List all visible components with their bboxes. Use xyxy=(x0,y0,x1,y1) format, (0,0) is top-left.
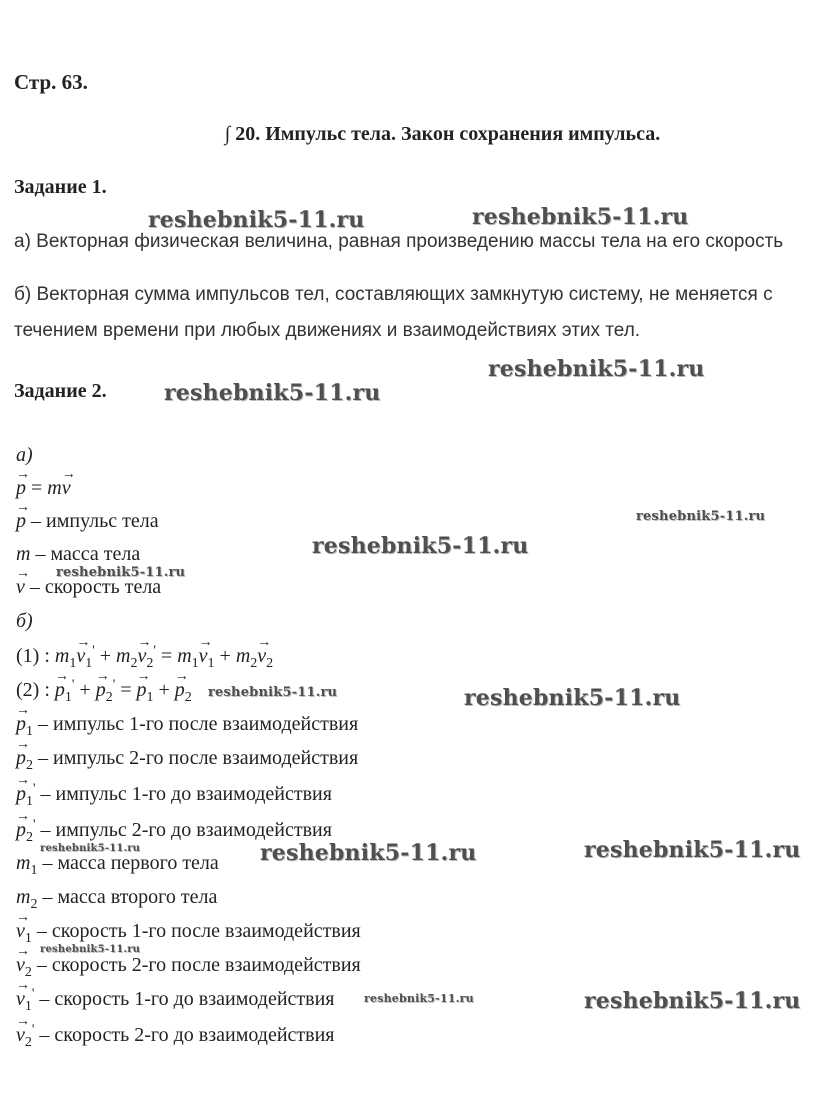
watermark: reshebnik5-11.ru xyxy=(364,992,474,1005)
def-v-text: – скорость тела xyxy=(29,576,162,598)
task1-heading: Задание 1. xyxy=(14,176,107,198)
def-m1-text: – масса первого тела xyxy=(42,852,219,874)
def-v1: → $v_1$ – скорость 1-го после взаимодействия xyxy=(16,920,361,943)
watermark: reshebnik5-11.ru xyxy=(636,509,766,524)
watermark: reshebnik5-11.ru xyxy=(260,840,477,866)
part-a-label: а) xyxy=(16,444,33,466)
def-p2-text: – импульс 2-го после взаимодействия xyxy=(38,747,359,769)
watermark: reshebnik5-11.ru xyxy=(584,837,801,863)
equation-2-label: (2) : xyxy=(16,679,50,701)
watermark: reshebnik5-11.ru xyxy=(40,843,141,854)
task1-answer-b-line2: течением времени при любых движениях и взаимодействиях этих тел. xyxy=(14,320,641,341)
def-m1: $m_1$ – масса первого тела xyxy=(16,852,219,878)
def-p1: → $p_1$ – импульс 1-го после взаимодействия xyxy=(16,713,358,736)
def-p1-prime-text: – импульс 1-го до взаимодействия xyxy=(40,783,332,805)
def-p2-prime-text: – импульс 2-го до взаимодействия xyxy=(40,819,332,841)
watermark: reshebnik5-11.ru xyxy=(488,356,705,382)
momentum-formula: → p = m→ v xyxy=(16,477,71,500)
def-v2-text: – скорость 2-го после взаимодействия xyxy=(36,954,361,976)
def-p1-text: – импульс 1-го после взаимодействия xyxy=(38,713,359,735)
section-title: ∫ 20. Импульс тела. Закон сохранения импульса. xyxy=(224,123,661,145)
equation-2: (2) : → $p_1'$ + → $p_2'$ = → $p_1$ + → $p_2$ xyxy=(16,679,192,702)
watermark: reshebnik5-11.ru xyxy=(312,533,529,559)
def-p: → p – импульс тела xyxy=(16,510,159,533)
def-v: → v – скорость тела xyxy=(16,576,161,599)
def-m: m – масса тела xyxy=(16,543,141,565)
task1-answer-a: а) Векторная физическая величина, равная произведению массы тела на его скорость xyxy=(14,231,784,252)
task2-heading: Задание 2. xyxy=(14,380,107,402)
watermark: reshebnik5-11.ru xyxy=(148,207,365,233)
def-v2: → $v_2$ – скорость 2-го после взаимодействия xyxy=(16,954,361,977)
def-p2: → $p_2$ – импульс 2-го после взаимодействия xyxy=(16,747,358,770)
page-number: Стр. 63. xyxy=(14,70,88,94)
def-v2-prime: → $v_2'$ – скорость 2-го до взаимодействия xyxy=(16,1024,335,1047)
def-m2: $m_2$ – масса второго тела xyxy=(16,886,218,912)
watermark: reshebnik5-11.ru xyxy=(56,565,186,580)
def-p-text: – импульс тела xyxy=(31,510,159,532)
watermark: reshebnik5-11.ru xyxy=(584,988,801,1014)
def-m-text: – масса тела xyxy=(35,543,141,565)
watermark: reshebnik5-11.ru xyxy=(164,380,381,406)
equation-1-label: (1) : xyxy=(16,645,50,667)
watermark: reshebnik5-11.ru xyxy=(472,204,689,230)
part-b-label: б) xyxy=(16,610,33,632)
def-p2-prime: → $p_2'$ – импульс 2-го до взаимодействия xyxy=(16,819,332,842)
watermark: reshebnik5-11.ru xyxy=(208,685,338,700)
def-v1-text: – скорость 1-го после взаимодействия xyxy=(36,920,361,942)
equation-1: (1) : $m_1\to v_1' + m_2\to v_2' = m_1\to v_1 + m_2\to v_2$ xyxy=(16,645,273,668)
watermark: reshebnik5-11.ru xyxy=(40,944,141,955)
def-m2-text: – масса второго тела xyxy=(42,886,218,908)
def-v1-prime-text: – скорость 1-го до взаимодействия xyxy=(39,988,335,1010)
watermark: reshebnik5-11.ru xyxy=(464,685,681,711)
def-v1-prime: → $v_1'$ – скорость 1-го до взаимодействия xyxy=(16,988,335,1011)
def-p1-prime: → $p_1'$ – импульс 1-го до взаимодействия xyxy=(16,783,332,806)
task1-answer-b-line1: б) Векторная сумма импульсов тел, составляющих замкнутую систему, не меняется с xyxy=(14,284,773,305)
def-v2-prime-text: – скорость 2-го до взаимодействия xyxy=(39,1024,335,1046)
